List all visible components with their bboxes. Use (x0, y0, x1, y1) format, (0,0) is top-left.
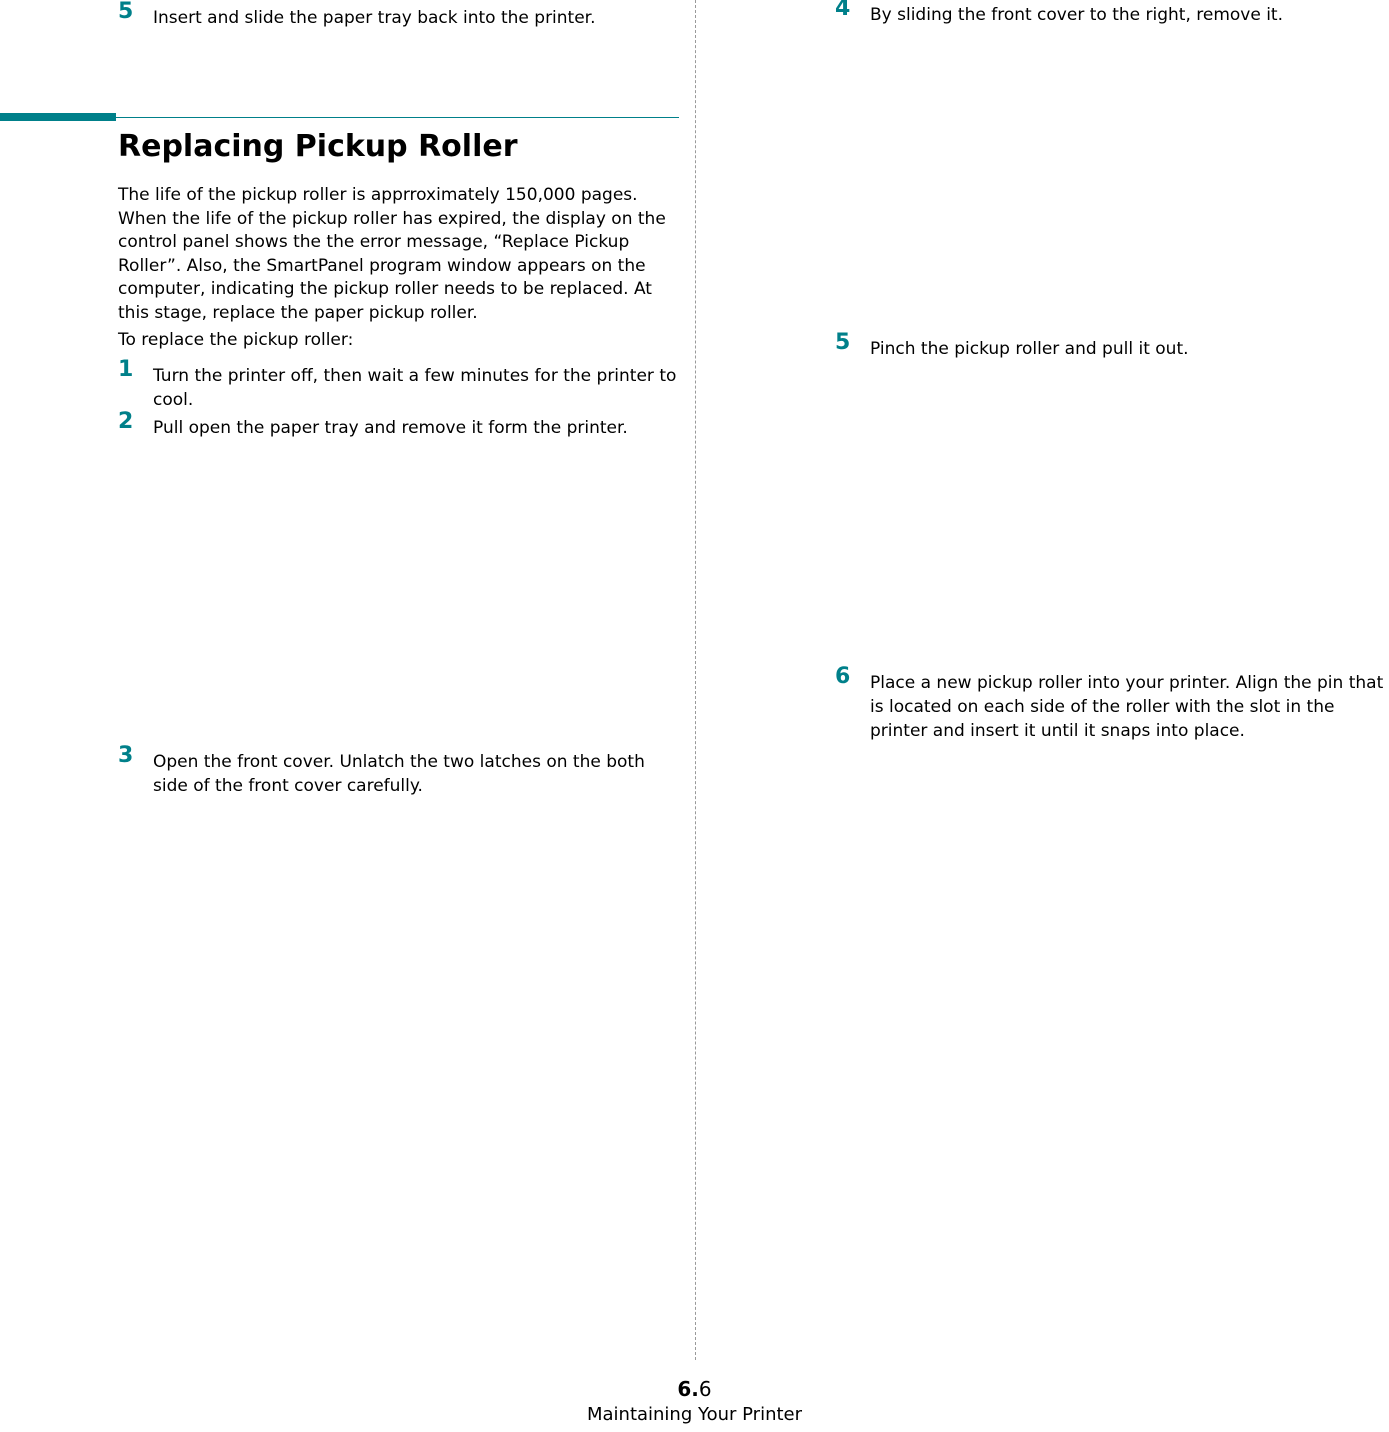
chapter-title: Maintaining Your Printer (586, 1404, 803, 1425)
step-text: By sliding the front cover to the right, remove it. (870, 5, 1283, 25)
step-text: Turn the printer off, then wait a few minutes for the printer to cool. (153, 366, 677, 410)
page-footer (0, 1376, 1389, 1428)
step-number: 2 (118, 409, 134, 434)
page-index: 6 (698, 1377, 712, 1401)
step-2-remove-tray (118, 409, 683, 440)
step-number: 5 (835, 330, 851, 355)
step-6-insert-roller (835, 664, 1389, 743)
step-5-insert-tray (118, 0, 683, 30)
chapter-number: 6. (677, 1377, 699, 1401)
section-rule (116, 117, 679, 118)
step-4-remove-cover (835, 0, 1389, 27)
step-number: 5 (118, 0, 134, 24)
step-5-pull-roller (835, 330, 1389, 361)
step-number: 4 (835, 0, 851, 21)
step-number: 3 (118, 743, 134, 768)
step-1-turn-off (118, 357, 683, 412)
section-title: Replacing Pickup Roller (118, 129, 518, 164)
intro-paragraph: The life of the pickup roller is apprroximately 150,000 pages. When the life of the pickup roller has expired, the display on the control panel shows the the error message, “Replace Pickup Roller”. Also, the SmartPanel program window appears on the computer, indicating the pickup roller needs to be replaced. At this stage, replace the paper pickup roller. (118, 185, 666, 323)
column-divider (695, 0, 696, 1360)
step-text: Pinch the pickup roller and pull it out. (870, 339, 1189, 359)
step-number: 6 (835, 664, 851, 689)
step-3-open-cover (118, 743, 683, 798)
step-text: Open the front cover. Unlatch the two latches on the both side of the front cover carefully. (153, 752, 645, 796)
section-accent-bar (0, 113, 116, 121)
step-text: Insert and slide the paper tray back into the printer. (153, 8, 596, 28)
step-number: 1 (118, 357, 134, 382)
lead-in-text: To replace the pickup roller: (118, 330, 354, 350)
page-number (0, 1376, 1389, 1402)
step-text: Place a new pickup roller into your printer. Align the pin that is located on each side of the roller with the slot in the printer and insert it until it snaps into place. (870, 673, 1384, 741)
step-text: Pull open the paper tray and remove it form the printer. (153, 418, 628, 438)
